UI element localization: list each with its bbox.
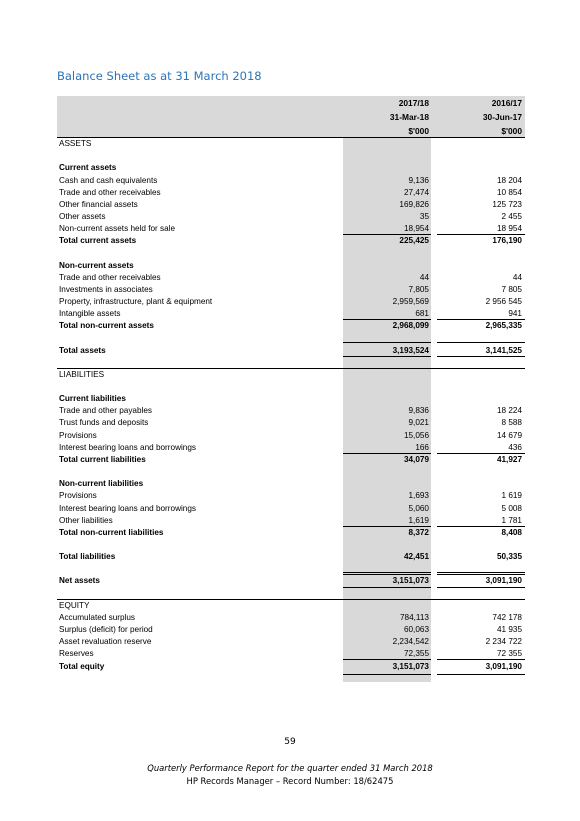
row-value-prior: 436 <box>508 442 522 452</box>
row-label: Total non-current liabilities <box>59 527 164 537</box>
row-label: EQUITY <box>59 600 90 610</box>
row-label: Asset revaluation reserve <box>59 637 152 647</box>
row-label: Other liabilities <box>59 515 113 525</box>
row-value-prior: 8,408 <box>501 527 522 537</box>
row-value-current: 5,060 <box>408 503 429 513</box>
row-value-prior: 1 619 <box>501 491 522 501</box>
row-label: Other assets <box>59 211 106 221</box>
row-value-current: 72,355 <box>403 649 429 659</box>
row-label: Non-current assets <box>59 260 134 270</box>
row-label: Total equity <box>59 661 105 671</box>
row-value-current: 1,619 <box>408 515 429 525</box>
row-value-current: 2,968,099 <box>392 321 429 331</box>
row-value-prior: 18 224 <box>496 406 522 416</box>
row-label: Total assets <box>59 345 106 355</box>
row-value-prior: 8 588 <box>501 418 522 428</box>
row-label: Total non-current assets <box>59 321 154 331</box>
row-label: Trust funds and deposits <box>59 418 149 428</box>
row-value-current: 9,021 <box>408 418 429 428</box>
row-value-prior: 5 008 <box>501 503 522 513</box>
row-value-current: 3,151,073 <box>392 576 429 586</box>
footer-record-number: HP Records Manager – Record Number: 18/62475 <box>186 776 394 786</box>
table-header-background <box>57 96 525 138</box>
col2-year-header: 2016/17 <box>491 98 522 108</box>
total-rule <box>437 587 525 588</box>
row-value-prior: 41 935 <box>496 625 522 634</box>
total-rule <box>343 587 431 588</box>
row-value-current: 34,079 <box>403 454 429 464</box>
row-value-current: 15,056 <box>403 430 429 440</box>
row-value-prior: 3,091,190 <box>485 576 522 586</box>
row-value-prior: 44 <box>512 272 522 282</box>
row-label: Other financial assets <box>59 199 138 209</box>
row-value-current: 9,836 <box>408 406 429 416</box>
row-label: Current assets <box>59 163 117 173</box>
col2-date-header: 30-Jun-17 <box>482 112 522 122</box>
row-value-prior: 18 954 <box>496 224 522 233</box>
row-value-current: 7,805 <box>408 284 429 294</box>
row-label: ASSETS <box>59 139 92 148</box>
section-rule <box>57 368 525 369</box>
page-number: 59 <box>284 737 296 747</box>
row-label: LIABILITIES <box>59 369 105 379</box>
row-label: Provisions <box>59 491 97 501</box>
col1-date-header: 31-Mar-18 <box>389 112 429 122</box>
section-rule <box>57 599 525 600</box>
col2-unit-header: $'000 <box>501 126 522 136</box>
row-label: Non-current liabilities <box>59 479 144 489</box>
row-label: Cash and cash equivalents <box>59 175 158 185</box>
row-label: Current liabilities <box>59 394 126 404</box>
row-label: Accumulated surplus <box>59 612 135 622</box>
row-value-prior: 941 <box>508 309 522 319</box>
row-value-current: 784,113 <box>400 612 429 622</box>
row-value-current: 2,234,542 <box>392 637 429 647</box>
row-value-prior: 2 455 <box>501 211 522 221</box>
row-value-prior: 14 679 <box>496 430 522 440</box>
row-value-current: 44 <box>419 272 429 282</box>
row-value-prior: 742 178 <box>492 612 522 622</box>
col1-year-header: 2017/18 <box>398 98 429 108</box>
row-label: Trade and other payables <box>59 406 153 416</box>
col1-unit-header: $'000 <box>408 126 429 136</box>
row-label: Trade and other receivables <box>59 272 161 282</box>
row-value-current: 3,151,073 <box>392 661 429 671</box>
row-value-current: 42,451 <box>403 552 429 562</box>
row-value-current: 681 <box>415 309 429 319</box>
row-value-current: 225,425 <box>399 236 429 246</box>
total-rule <box>343 356 431 357</box>
row-label: Non-current assets held for sale <box>59 224 176 233</box>
row-value-prior: 7 805 <box>501 284 522 294</box>
row-label: Net assets <box>59 576 100 586</box>
row-value-current: 1,693 <box>408 491 429 501</box>
row-value-prior: 72 355 <box>496 649 522 659</box>
row-value-current: 60,063 <box>403 625 429 634</box>
row-value-prior: 3,141,525 <box>485 345 522 355</box>
row-label: Property, infrastructure, plant & equipment <box>59 297 213 306</box>
row-label: Interest bearing loans and borrowings <box>59 442 196 452</box>
row-label: Total liabilities <box>59 552 116 562</box>
row-value-prior: 176,190 <box>492 236 522 246</box>
row-label: Investments in associates <box>59 284 153 294</box>
footer-report-title: Quarterly Performance Report for the quarter ended 31 March 2018 <box>147 763 433 773</box>
row-value-prior: 50,335 <box>496 552 522 562</box>
row-value-prior: 2 234 722 <box>485 637 522 647</box>
row-value-current: 27,474 <box>403 187 429 197</box>
page-title: Balance Sheet as at 31 March 2018 <box>57 69 262 83</box>
row-value-prior: 1 781 <box>501 515 522 525</box>
row-value-prior: 3,091,190 <box>485 661 522 671</box>
row-label: Total current liabilities <box>59 454 146 464</box>
row-label: Intangible assets <box>59 309 121 319</box>
total-rule <box>343 342 431 343</box>
row-label: Reserves <box>59 649 94 659</box>
row-value-current: 8,372 <box>408 527 429 537</box>
total-rule <box>437 674 525 675</box>
row-value-prior: 2 956 545 <box>485 297 522 306</box>
row-label: Surplus (deficit) for period <box>59 625 153 634</box>
row-value-current: 169,826 <box>399 199 429 209</box>
row-value-prior: 41,927 <box>496 454 522 464</box>
row-value-current: 35 <box>419 211 429 221</box>
row-label: Trade and other receivables <box>59 187 161 197</box>
row-value-current: 18,954 <box>403 224 429 233</box>
row-value-prior: 18 204 <box>496 175 522 185</box>
balance-sheet-table <box>57 96 525 690</box>
row-label: Total current assets <box>59 236 137 246</box>
total-rule <box>343 674 431 675</box>
row-value-prior: 125 723 <box>492 199 522 209</box>
total-rule <box>437 356 525 357</box>
total-rule <box>437 572 525 573</box>
row-value-current: 2,959,569 <box>392 297 429 306</box>
row-value-current: 166 <box>415 442 429 452</box>
row-value-prior: 2,965,335 <box>485 321 522 331</box>
row-value-current: 9,136 <box>408 175 429 185</box>
row-value-prior: 10 854 <box>496 187 522 197</box>
total-rule <box>437 342 525 343</box>
row-label: Interest bearing loans and borrowings <box>59 503 196 513</box>
total-rule <box>343 572 431 573</box>
row-label: Provisions <box>59 430 97 440</box>
section-rule <box>57 137 525 138</box>
row-value-current: 3,193,524 <box>392 345 429 355</box>
